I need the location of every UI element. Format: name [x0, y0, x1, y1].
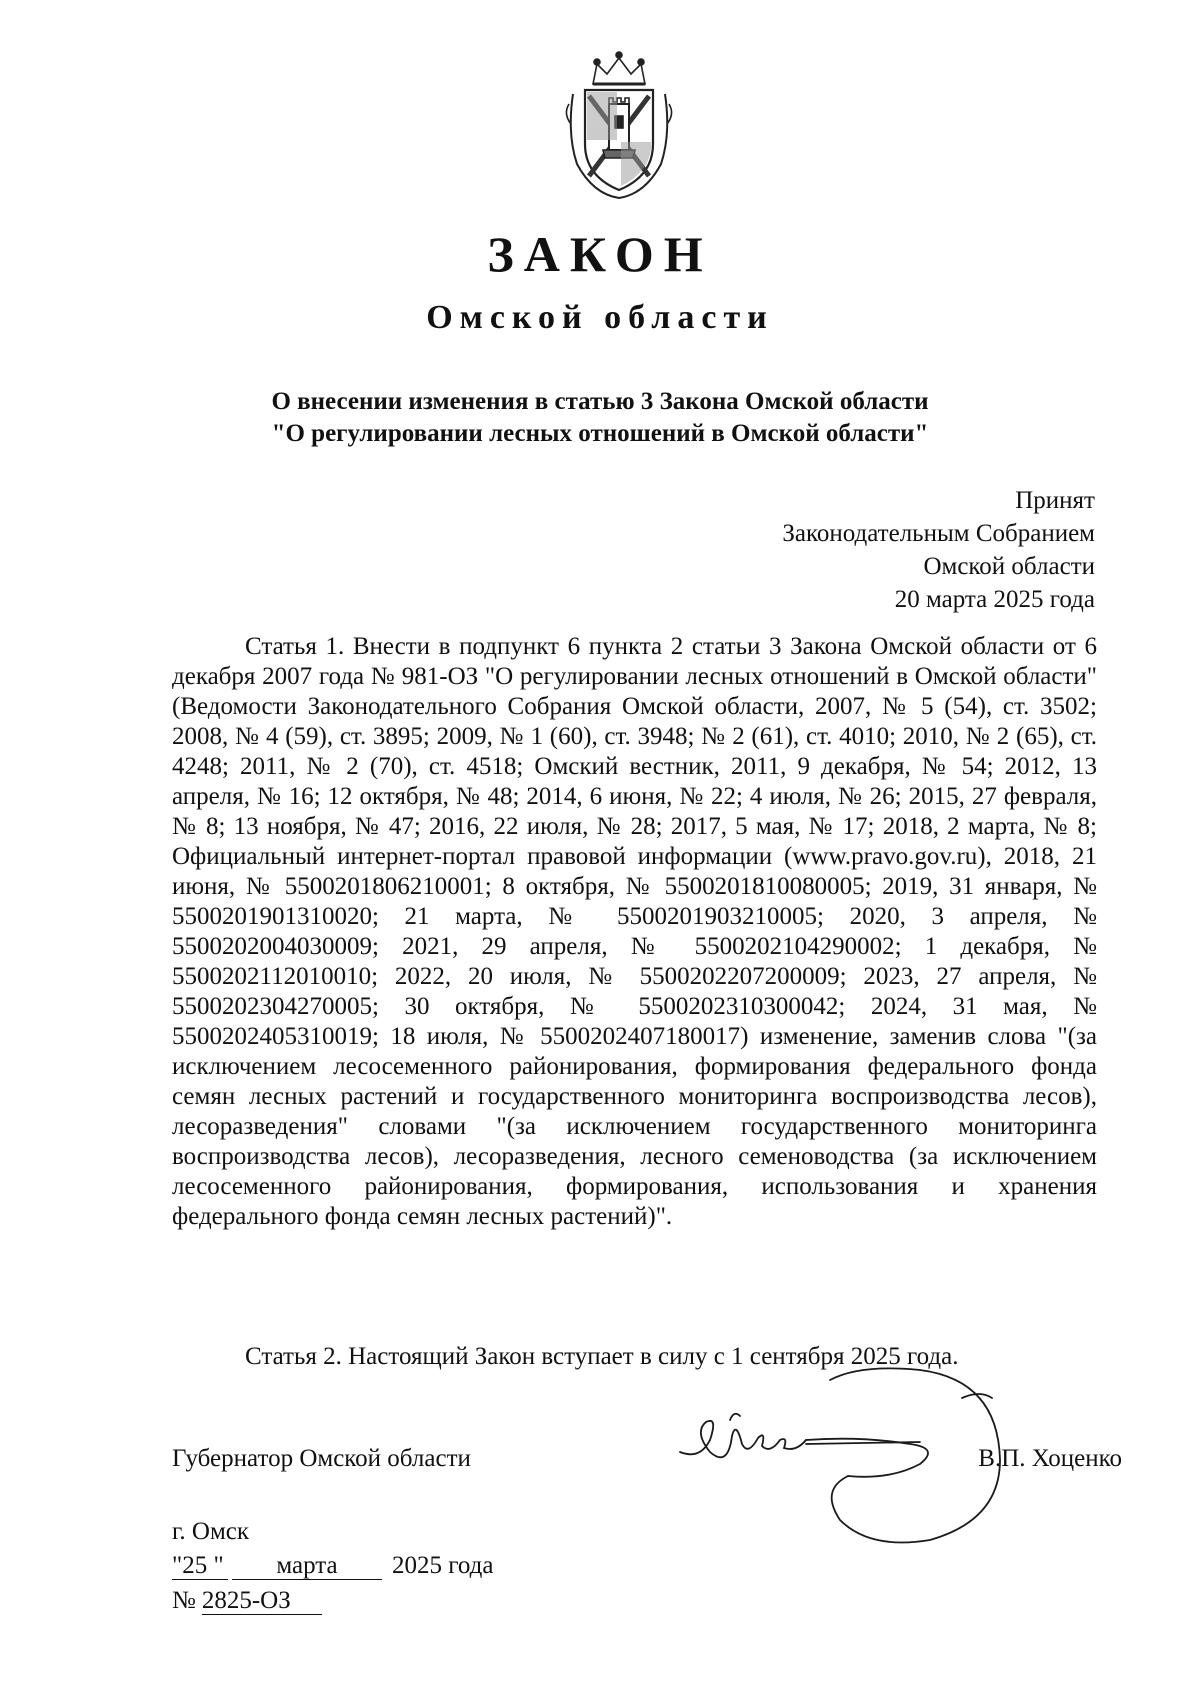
article-1: Статья 1. Внести в подпункт 6 пункта 2 статьи 3 Закона Омской области от 6 декабря 2007 года № 981-ОЗ "О регулировании лесных отношений в Омской области" (Ведомости Законодательного Собрания Омской области, 2007, № 5 (54), ст. 3502; 2008, № 4 (59), ст. 3895; 2009, № 1 (60), ст. 3948; № 2 (61), ст. 4010; 2010, № 2 (65), ст. 4248; 2011, № 2 (70), ст. 4518; Омский вестник, 2011, 9 декабря, № 54; 2012, 13 апреля, № 16; 12 октября, № 48; 2014, 6 июня, № 22; 4 июля, № 26; 2015, 27 февраля, № 8; 13 ноября, № 47; 2016, 22 июля, № 28; 2017, 5 мая, № 17; 2018, 2 марта, № 8; Официальный интернет-портал правовой информации (www.pravo.gov.ru), 2018, 21 июня, № 5500201806210001; 8 октября, № 5500201810080005; 2019, 31 января, № 5500201901310020; 21 марта, № 5500201903210005; 2020, 3 апреля, № 5500202004030009; 2021, 29 апреля, № 5500202104290002; 1 декабря, № 5500202112010010; 2022, 20 июля, № 5500202207200009; 2023, 27 апреля, № 5500202304270005; 30 октября, № 5500202310300042; 2024, 31 мая, № 5500202405310019; 18 июля, № 5500202407180017) изменение, заменив слова "(за исключением лесосеменного районирования, формирования федерального фонда семян лесных растений и государственного мониторинга воспроизводства лесов), лесоразведения" словами "(за исключением государственного мониторинга воспроизводства лесов), лесоразведения, лесного семеноводства (за исключением лесосеменного районирования, формирования, использования и хранения федерального фонда семян лесных растений)".: [172, 633, 1097, 1230]
adoption-line: Принят: [1015, 487, 1095, 514]
governor-name: В.П. Хоценко: [978, 1445, 1122, 1472]
signing-year: 2025 года: [392, 1552, 494, 1579]
number-prefix: №: [172, 1587, 196, 1614]
adoption-date: 20 марта 2025 года: [894, 586, 1095, 613]
law-name: [200, 386, 1000, 450]
signature-icon: [670, 1340, 1100, 1570]
article-2: Статья 2. Настоящий Закон вступает в силу с 1 сентября 2025 года.: [245, 1343, 959, 1370]
adoption-block: [782, 484, 1095, 616]
document-title: ЗАКОН: [487, 226, 713, 282]
signing-date: [172, 1551, 493, 1581]
signing-month: марта: [232, 1553, 382, 1580]
number-value: 2825-ОЗ: [202, 1588, 322, 1615]
law-number: [172, 1586, 322, 1616]
city: г. Омск: [172, 1518, 250, 1545]
document-subtitle: Омской области: [426, 299, 774, 336]
coat-of-arms-icon: [563, 44, 675, 202]
signing-day: "25 ": [172, 1553, 228, 1580]
law-name-line: "О регулировании лесных отношений в Омской области": [271, 420, 929, 447]
governor-title: Губернатор Омской области: [172, 1445, 471, 1472]
adoption-line: Законодательным Собранием: [782, 520, 1095, 547]
law-name-line: О внесении изменения в статью 3 Закона Омской области: [271, 388, 929, 415]
adoption-line: Омской области: [923, 553, 1095, 580]
